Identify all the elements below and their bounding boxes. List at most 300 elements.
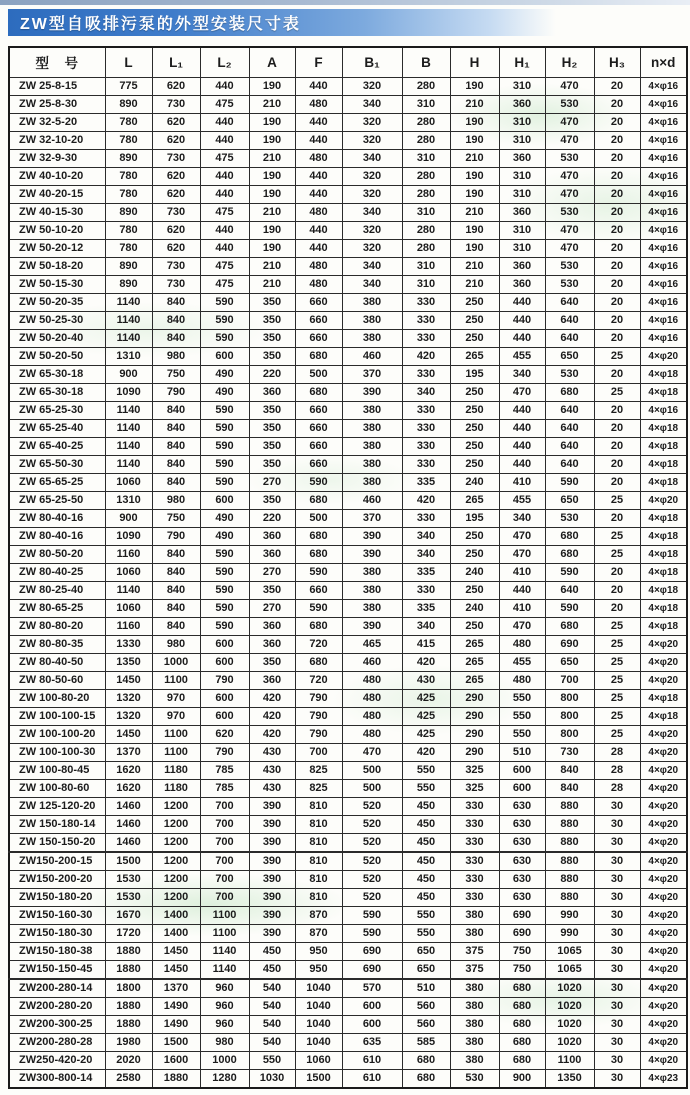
value-cell: 1490 — [152, 1015, 200, 1033]
model-cell: ZW150-160-30 — [9, 906, 105, 924]
value-cell: 320 — [342, 221, 402, 239]
value-cell: 610 — [342, 1051, 402, 1069]
value-cell: 640 — [545, 329, 594, 347]
value-cell: 270 — [249, 473, 295, 491]
value-cell: 470 — [499, 527, 545, 545]
value-cell: 310 — [402, 149, 450, 167]
value-cell: 590 — [200, 455, 249, 473]
value-cell: 310 — [499, 113, 545, 131]
nxd-cell: 4×φ18 — [640, 455, 687, 473]
value-cell: 490 — [200, 527, 249, 545]
value-cell: 25 — [594, 707, 640, 725]
table-row — [9, 365, 687, 383]
value-cell: 1065 — [545, 960, 594, 979]
value-cell: 210 — [249, 275, 295, 293]
value-cell: 210 — [450, 257, 499, 275]
value-cell: 2020 — [105, 1051, 152, 1069]
value-cell: 410 — [499, 563, 545, 581]
value-cell: 325 — [450, 779, 499, 797]
value-cell: 330 — [402, 365, 450, 383]
value-cell: 360 — [499, 149, 545, 167]
value-cell: 480 — [295, 257, 342, 275]
nxd-cell: 4×φ20 — [640, 979, 687, 998]
table-row — [9, 203, 687, 221]
value-cell: 1030 — [249, 1069, 295, 1088]
value-cell: 190 — [450, 167, 499, 185]
nxd-cell: 4×φ16 — [640, 167, 687, 185]
value-cell: 420 — [402, 491, 450, 509]
value-cell: 780 — [105, 131, 152, 149]
value-cell: 380 — [342, 473, 402, 491]
value-cell: 310 — [499, 167, 545, 185]
value-cell: 310 — [499, 185, 545, 203]
value-cell: 360 — [499, 203, 545, 221]
value-cell: 1310 — [105, 347, 152, 365]
table-row — [9, 401, 687, 419]
value-cell: 1880 — [105, 942, 152, 960]
value-cell: 450 — [249, 942, 295, 960]
value-cell: 1720 — [105, 924, 152, 942]
value-cell: 840 — [152, 293, 200, 311]
value-cell: 630 — [499, 852, 545, 871]
table-row — [9, 689, 687, 707]
value-cell: 1530 — [105, 870, 152, 888]
nxd-cell: 4×φ18 — [640, 599, 687, 617]
model-cell: ZW 100-100-20 — [9, 725, 105, 743]
value-cell: 455 — [499, 347, 545, 365]
value-cell: 840 — [152, 329, 200, 347]
model-cell: ZW 50-20-35 — [9, 293, 105, 311]
model-cell: ZW 80-65-25 — [9, 599, 105, 617]
value-cell: 28 — [594, 761, 640, 779]
value-cell: 790 — [152, 383, 200, 401]
model-cell: ZW 150-150-20 — [9, 833, 105, 852]
nxd-cell: 4×φ20 — [640, 491, 687, 509]
value-cell: 680 — [295, 491, 342, 509]
value-cell: 475 — [200, 149, 249, 167]
value-cell: 450 — [402, 797, 450, 815]
value-cell: 780 — [105, 239, 152, 257]
value-cell: 380 — [450, 997, 499, 1015]
value-cell: 470 — [545, 77, 594, 95]
table-row — [9, 527, 687, 545]
value-cell: 375 — [450, 960, 499, 979]
value-cell: 840 — [152, 563, 200, 581]
value-cell: 1160 — [105, 617, 152, 635]
value-cell: 1670 — [105, 906, 152, 924]
nxd-cell: 4×φ20 — [640, 815, 687, 833]
column-header: n×d — [640, 47, 687, 77]
value-cell: 840 — [545, 779, 594, 797]
value-cell: 800 — [545, 689, 594, 707]
value-cell: 310 — [402, 203, 450, 221]
value-cell: 990 — [545, 924, 594, 942]
value-cell: 290 — [450, 725, 499, 743]
value-cell: 550 — [499, 689, 545, 707]
table-row — [9, 509, 687, 527]
nxd-cell: 4×φ18 — [640, 689, 687, 707]
table-row — [9, 419, 687, 437]
model-cell: ZW 50-18-20 — [9, 257, 105, 275]
value-cell: 680 — [402, 1051, 450, 1069]
value-cell: 440 — [200, 167, 249, 185]
value-cell: 750 — [152, 509, 200, 527]
column-header: A — [249, 47, 295, 77]
value-cell: 620 — [152, 239, 200, 257]
value-cell: 330 — [402, 437, 450, 455]
nxd-cell: 4×φ20 — [640, 347, 687, 365]
value-cell: 20 — [594, 77, 640, 95]
value-cell: 340 — [342, 275, 402, 293]
value-cell: 190 — [249, 113, 295, 131]
model-cell: ZW 100-80-60 — [9, 779, 105, 797]
value-cell: 430 — [249, 743, 295, 761]
value-cell: 330 — [450, 888, 499, 906]
value-cell: 590 — [200, 599, 249, 617]
value-cell: 470 — [545, 185, 594, 203]
value-cell: 330 — [450, 797, 499, 815]
value-cell: 660 — [295, 311, 342, 329]
nxd-cell: 4×φ18 — [640, 419, 687, 437]
value-cell: 20 — [594, 239, 640, 257]
table-row — [9, 311, 687, 329]
value-cell: 660 — [295, 329, 342, 347]
value-cell: 775 — [105, 77, 152, 95]
table-row — [9, 870, 687, 888]
value-cell: 880 — [545, 815, 594, 833]
value-cell: 20 — [594, 437, 640, 455]
value-cell: 30 — [594, 1069, 640, 1088]
value-cell: 280 — [402, 77, 450, 95]
nxd-cell: 4×φ16 — [640, 113, 687, 131]
value-cell: 640 — [545, 437, 594, 455]
table-row — [9, 852, 687, 871]
value-cell: 340 — [402, 383, 450, 401]
model-cell: ZW 80-40-16 — [9, 527, 105, 545]
value-cell: 660 — [295, 581, 342, 599]
value-cell: 240 — [450, 599, 499, 617]
value-cell: 730 — [152, 203, 200, 221]
table-row — [9, 221, 687, 239]
model-cell: ZW 65-65-25 — [9, 473, 105, 491]
value-cell: 20 — [594, 221, 640, 239]
value-cell: 330 — [402, 329, 450, 347]
value-cell: 890 — [105, 275, 152, 293]
value-cell: 500 — [342, 779, 402, 797]
value-cell: 470 — [545, 113, 594, 131]
model-cell: ZW150-180-38 — [9, 942, 105, 960]
value-cell: 480 — [342, 689, 402, 707]
value-cell: 290 — [450, 707, 499, 725]
value-cell: 680 — [545, 545, 594, 563]
value-cell: 1370 — [105, 743, 152, 761]
value-cell: 690 — [342, 942, 402, 960]
value-cell: 630 — [499, 870, 545, 888]
value-cell: 1040 — [295, 979, 342, 998]
nxd-cell: 4×φ18 — [640, 707, 687, 725]
value-cell: 455 — [499, 653, 545, 671]
value-cell: 1980 — [105, 1033, 152, 1051]
value-cell: 340 — [342, 95, 402, 113]
value-cell: 510 — [499, 743, 545, 761]
value-cell: 825 — [295, 761, 342, 779]
table-row — [9, 293, 687, 311]
value-cell: 210 — [450, 275, 499, 293]
value-cell: 660 — [295, 437, 342, 455]
model-cell: ZW 100-100-15 — [9, 707, 105, 725]
value-cell: 440 — [499, 401, 545, 419]
value-cell: 950 — [295, 942, 342, 960]
value-cell: 25 — [594, 725, 640, 743]
value-cell: 620 — [152, 113, 200, 131]
value-cell: 1400 — [152, 924, 200, 942]
value-cell: 270 — [249, 563, 295, 581]
value-cell: 465 — [342, 635, 402, 653]
value-cell: 1350 — [105, 653, 152, 671]
value-cell: 425 — [402, 725, 450, 743]
nxd-cell: 4×φ16 — [640, 221, 687, 239]
value-cell: 1020 — [545, 997, 594, 1015]
value-cell: 590 — [295, 473, 342, 491]
value-cell: 1020 — [545, 1015, 594, 1033]
nxd-cell: 4×φ20 — [640, 743, 687, 761]
value-cell: 440 — [200, 131, 249, 149]
model-cell: ZW 65-25-50 — [9, 491, 105, 509]
value-cell: 690 — [342, 960, 402, 979]
value-cell: 700 — [200, 870, 249, 888]
value-cell: 590 — [200, 311, 249, 329]
model-cell: ZW 80-50-60 — [9, 671, 105, 689]
value-cell: 640 — [545, 293, 594, 311]
value-cell: 190 — [249, 239, 295, 257]
value-cell: 28 — [594, 779, 640, 797]
nxd-cell: 4×φ16 — [640, 77, 687, 95]
value-cell: 590 — [295, 599, 342, 617]
value-cell: 1060 — [105, 599, 152, 617]
value-cell: 550 — [249, 1051, 295, 1069]
value-cell: 780 — [105, 221, 152, 239]
value-cell: 530 — [545, 257, 594, 275]
value-cell: 330 — [402, 419, 450, 437]
value-cell: 790 — [295, 689, 342, 707]
table-row — [9, 437, 687, 455]
value-cell: 810 — [295, 797, 342, 815]
table-row — [9, 383, 687, 401]
value-cell: 880 — [545, 870, 594, 888]
nxd-cell: 4×φ18 — [640, 437, 687, 455]
value-cell: 360 — [499, 257, 545, 275]
value-cell: 340 — [342, 257, 402, 275]
model-cell: ZW 80-40-25 — [9, 563, 105, 581]
nxd-cell: 4×φ20 — [640, 671, 687, 689]
column-header: L₂ — [200, 47, 249, 77]
value-cell: 550 — [402, 761, 450, 779]
value-cell: 20 — [594, 203, 640, 221]
nxd-cell: 4×φ20 — [640, 942, 687, 960]
value-cell: 25 — [594, 635, 640, 653]
value-cell: 680 — [295, 617, 342, 635]
value-cell: 190 — [450, 239, 499, 257]
value-cell: 490 — [200, 383, 249, 401]
value-cell: 1200 — [152, 797, 200, 815]
value-cell: 1200 — [152, 815, 200, 833]
table-row — [9, 113, 687, 131]
value-cell: 660 — [295, 293, 342, 311]
value-cell: 340 — [342, 203, 402, 221]
value-cell: 250 — [450, 329, 499, 347]
value-cell: 280 — [402, 131, 450, 149]
value-cell: 680 — [545, 527, 594, 545]
value-cell: 20 — [594, 473, 640, 491]
value-cell: 380 — [342, 329, 402, 347]
value-cell: 30 — [594, 1033, 640, 1051]
value-cell: 240 — [450, 563, 499, 581]
value-cell: 360 — [499, 275, 545, 293]
nxd-cell: 4×φ16 — [640, 329, 687, 347]
value-cell: 190 — [450, 131, 499, 149]
value-cell: 250 — [450, 401, 499, 419]
value-cell: 440 — [200, 239, 249, 257]
value-cell: 840 — [152, 437, 200, 455]
value-cell: 240 — [450, 473, 499, 491]
value-cell: 1100 — [545, 1051, 594, 1069]
value-cell: 870 — [295, 924, 342, 942]
value-cell: 20 — [594, 275, 640, 293]
value-cell: 750 — [499, 942, 545, 960]
table-row — [9, 473, 687, 491]
value-cell: 265 — [450, 491, 499, 509]
value-cell: 590 — [200, 419, 249, 437]
value-cell: 590 — [200, 545, 249, 563]
value-cell: 810 — [295, 852, 342, 871]
model-cell: ZW 40-20-15 — [9, 185, 105, 203]
model-cell: ZW 40-15-30 — [9, 203, 105, 221]
value-cell: 420 — [249, 707, 295, 725]
value-cell: 420 — [402, 653, 450, 671]
value-cell: 380 — [342, 563, 402, 581]
value-cell: 480 — [499, 671, 545, 689]
value-cell: 1090 — [105, 527, 152, 545]
model-cell: ZW 125-120-20 — [9, 797, 105, 815]
value-cell: 450 — [249, 960, 295, 979]
nxd-cell: 4×φ18 — [640, 473, 687, 491]
value-cell: 1450 — [152, 960, 200, 979]
value-cell: 500 — [295, 365, 342, 383]
value-cell: 440 — [200, 221, 249, 239]
value-cell: 480 — [342, 707, 402, 725]
value-cell: 1280 — [200, 1069, 249, 1088]
value-cell: 340 — [402, 545, 450, 563]
value-cell: 590 — [200, 293, 249, 311]
value-cell: 750 — [152, 365, 200, 383]
value-cell: 250 — [450, 581, 499, 599]
value-cell: 550 — [402, 924, 450, 942]
value-cell: 1200 — [152, 852, 200, 871]
table-row — [9, 906, 687, 924]
value-cell: 780 — [105, 113, 152, 131]
value-cell: 1450 — [105, 725, 152, 743]
table-row — [9, 671, 687, 689]
model-cell: ZW 80-40-16 — [9, 509, 105, 527]
value-cell: 635 — [342, 1033, 402, 1051]
value-cell: 970 — [152, 707, 200, 725]
value-cell: 390 — [249, 906, 295, 924]
value-cell: 1450 — [152, 942, 200, 960]
value-cell: 970 — [152, 689, 200, 707]
value-cell: 480 — [499, 635, 545, 653]
value-cell: 330 — [402, 401, 450, 419]
value-cell: 270 — [249, 599, 295, 617]
value-cell: 550 — [402, 906, 450, 924]
value-cell: 660 — [295, 419, 342, 437]
value-cell: 280 — [402, 221, 450, 239]
table-row — [9, 257, 687, 275]
value-cell: 600 — [200, 689, 249, 707]
table-row — [9, 581, 687, 599]
page-title: ZW型自吸排污泵的外型安装尺寸表 — [20, 16, 301, 33]
model-cell: ZW 80-50-20 — [9, 545, 105, 563]
value-cell: 530 — [545, 509, 594, 527]
value-cell: 190 — [249, 185, 295, 203]
table-row — [9, 979, 687, 998]
value-cell: 1500 — [295, 1069, 342, 1088]
value-cell: 30 — [594, 906, 640, 924]
table-row — [9, 185, 687, 203]
value-cell: 455 — [499, 491, 545, 509]
value-cell: 30 — [594, 1051, 640, 1069]
value-cell: 440 — [499, 455, 545, 473]
value-cell: 20 — [594, 311, 640, 329]
value-cell: 280 — [402, 113, 450, 131]
value-cell: 530 — [545, 203, 594, 221]
value-cell: 600 — [200, 707, 249, 725]
value-cell: 330 — [402, 581, 450, 599]
value-cell: 1065 — [545, 942, 594, 960]
value-cell: 475 — [200, 275, 249, 293]
value-cell: 630 — [499, 797, 545, 815]
value-cell: 460 — [342, 491, 402, 509]
value-cell: 350 — [249, 437, 295, 455]
value-cell: 460 — [342, 347, 402, 365]
table-row — [9, 779, 687, 797]
value-cell: 210 — [450, 203, 499, 221]
value-cell: 730 — [152, 257, 200, 275]
model-cell: ZW200-280-28 — [9, 1033, 105, 1051]
value-cell: 190 — [450, 113, 499, 131]
value-cell: 190 — [249, 77, 295, 95]
value-cell: 470 — [545, 167, 594, 185]
value-cell: 425 — [402, 707, 450, 725]
value-cell: 25 — [594, 653, 640, 671]
nxd-cell: 4×φ16 — [640, 131, 687, 149]
value-cell: 1500 — [152, 1033, 200, 1051]
value-cell: 510 — [402, 979, 450, 998]
value-cell: 390 — [342, 527, 402, 545]
value-cell: 330 — [450, 815, 499, 833]
model-cell: ZW 50-10-20 — [9, 221, 105, 239]
value-cell: 1140 — [200, 942, 249, 960]
value-cell: 360 — [499, 95, 545, 113]
value-cell: 440 — [295, 185, 342, 203]
value-cell: 360 — [249, 635, 295, 653]
value-cell: 450 — [402, 888, 450, 906]
value-cell: 30 — [594, 924, 640, 942]
value-cell: 390 — [342, 383, 402, 401]
value-cell: 420 — [249, 689, 295, 707]
value-cell: 880 — [545, 833, 594, 852]
value-cell: 520 — [342, 797, 402, 815]
value-cell: 470 — [545, 239, 594, 257]
